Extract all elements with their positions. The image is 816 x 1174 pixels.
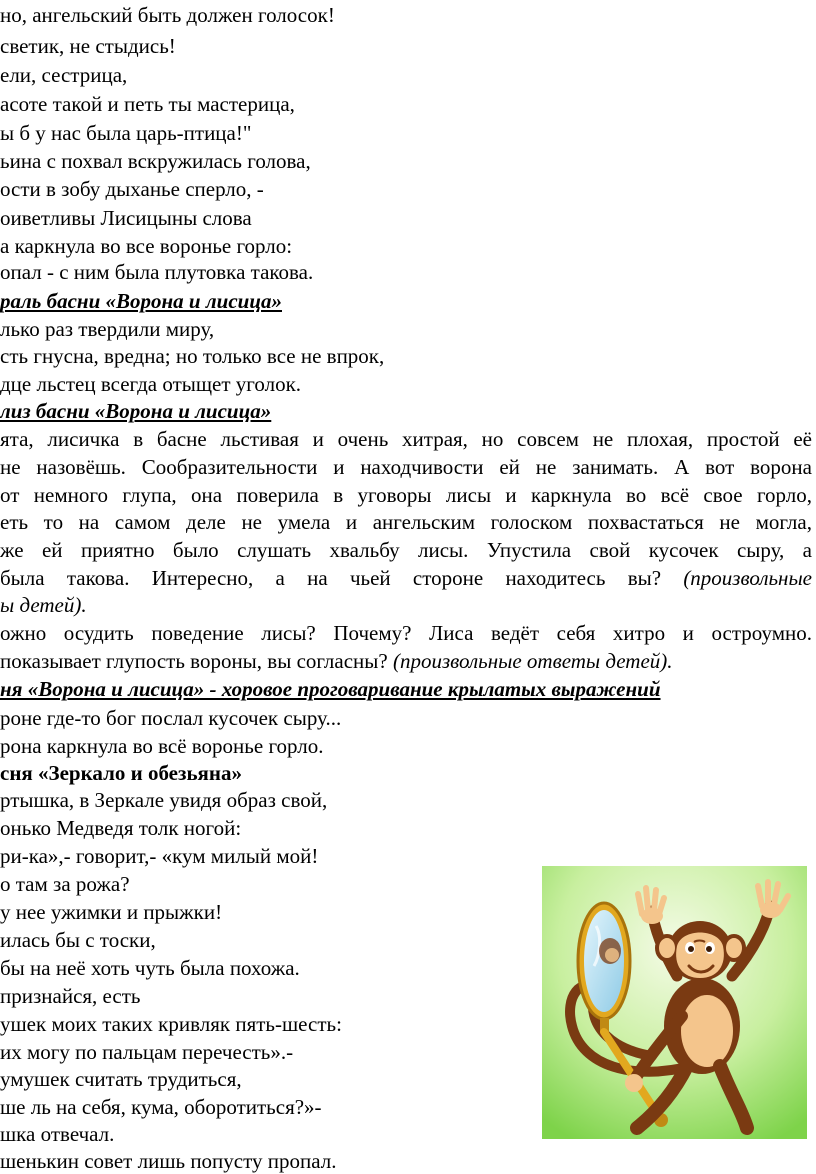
song-line: у нее ужимки и прыжки! [0, 900, 223, 924]
text-line: а каркнула во все воронье горло: [0, 234, 293, 258]
analysis-line: ята, лисичка в басне льстивая и очень хитрая, но совсем не плохая, простой её [0, 427, 812, 451]
song-line: умушек считать трудиться, [0, 1067, 242, 1091]
text-line: асоте такой и петь ты мастерица, [0, 92, 295, 116]
song-line: ушек моих таких кривляк пять-шесть: [0, 1012, 342, 1036]
song-line: о там за рожа? [0, 872, 130, 896]
moral-line: дце льстец всегда отыщет уголок. [0, 372, 302, 396]
song-line: роне где-то бог послал кусочек сыру... [0, 706, 342, 730]
analysis-line: же ей приятно было слушать хвальбу лисы. Упустила свой кусочек сыру, а [0, 538, 812, 562]
song-line: ри-ка»,- говорит,- «кум милый мой! [0, 844, 319, 868]
song-heading-mirror-monkey: сня «Зеркало и обезьяна» [0, 761, 243, 785]
analysis-italic-note: (произвольные [683, 566, 812, 590]
question-line: ожно осудить поведение лисы? Почему? Лиса ведёт себя хитро и остроумно. [0, 621, 812, 645]
song-line: бы на неё хоть чуть была похожа. [0, 956, 300, 980]
song-heading-crow-fox: ня «Ворона и лисица» - хоровое проговаривание крылатых выражений [0, 677, 661, 701]
monkey-with-mirror-illustration [542, 866, 807, 1139]
text-line: ьина с похвал вскружилась голова, [0, 149, 311, 173]
text-line: светик, не стыдись! [0, 34, 176, 58]
song-line: шка отвечал. [0, 1122, 115, 1146]
song-line: онько Медведя толк ногой: [0, 816, 242, 840]
question-text: показывает глупость вороны, вы согласны? [0, 649, 388, 673]
song-line: признайся, есть [0, 984, 141, 1008]
analysis-line: от немного глупа, она поверила в уговоры лисы и каркнула во всё свое горло, [0, 483, 812, 507]
song-line: их могу по пальцам перечесть».- [0, 1040, 294, 1064]
moral-heading: раль басни «Ворона и лисица» [0, 289, 282, 313]
moral-line: сть гнусна, вредна; но только все не впрок, [0, 344, 385, 368]
song-line: шенькин совет лишь попусту пропал. [0, 1149, 337, 1173]
question-line [0, 648, 673, 674]
text-line: ы б у нас была царь-птица!" [0, 121, 252, 145]
text-line: ели, сестрица, [0, 63, 128, 87]
question-italic-note: (произвольные ответы детей). [392, 649, 673, 673]
text-line: ости в зобу дыханье сперло, - [0, 177, 264, 201]
moral-line: лько раз твердили миру, [0, 317, 215, 341]
text-line: оиветливы Лисицыны слова [0, 206, 252, 230]
monkey-with-mirror-icon [542, 866, 807, 1139]
analysis-heading: лиз басни «Ворона и лисица» [0, 399, 272, 423]
analysis-line: не назовёшь. Сообразительности и находчивости ей не занимать. А вот ворона [0, 455, 812, 479]
song-line: рона каркнула во всё воронье горло. [0, 734, 324, 758]
analysis-line-question [0, 565, 812, 591]
text-line: но, ангельский быть должен голосок! [0, 3, 335, 27]
text-line: опал - с ним была плутовка такова. [0, 260, 314, 284]
analysis-text: была такова. Интересно, а на чьей стороне находитесь вы? [0, 566, 662, 590]
song-line: илась бы с тоски, [0, 928, 156, 952]
song-line: ше ль на себя, кума, оборотиться?»- [0, 1095, 322, 1119]
analysis-line: еть то на самом деле не умела и ангельским голоском похвастаться не могла, [0, 510, 812, 534]
analysis-italic-note: ы детей). [0, 593, 87, 617]
song-line: ртышка, в Зеркале увидя образ свой, [0, 788, 328, 812]
